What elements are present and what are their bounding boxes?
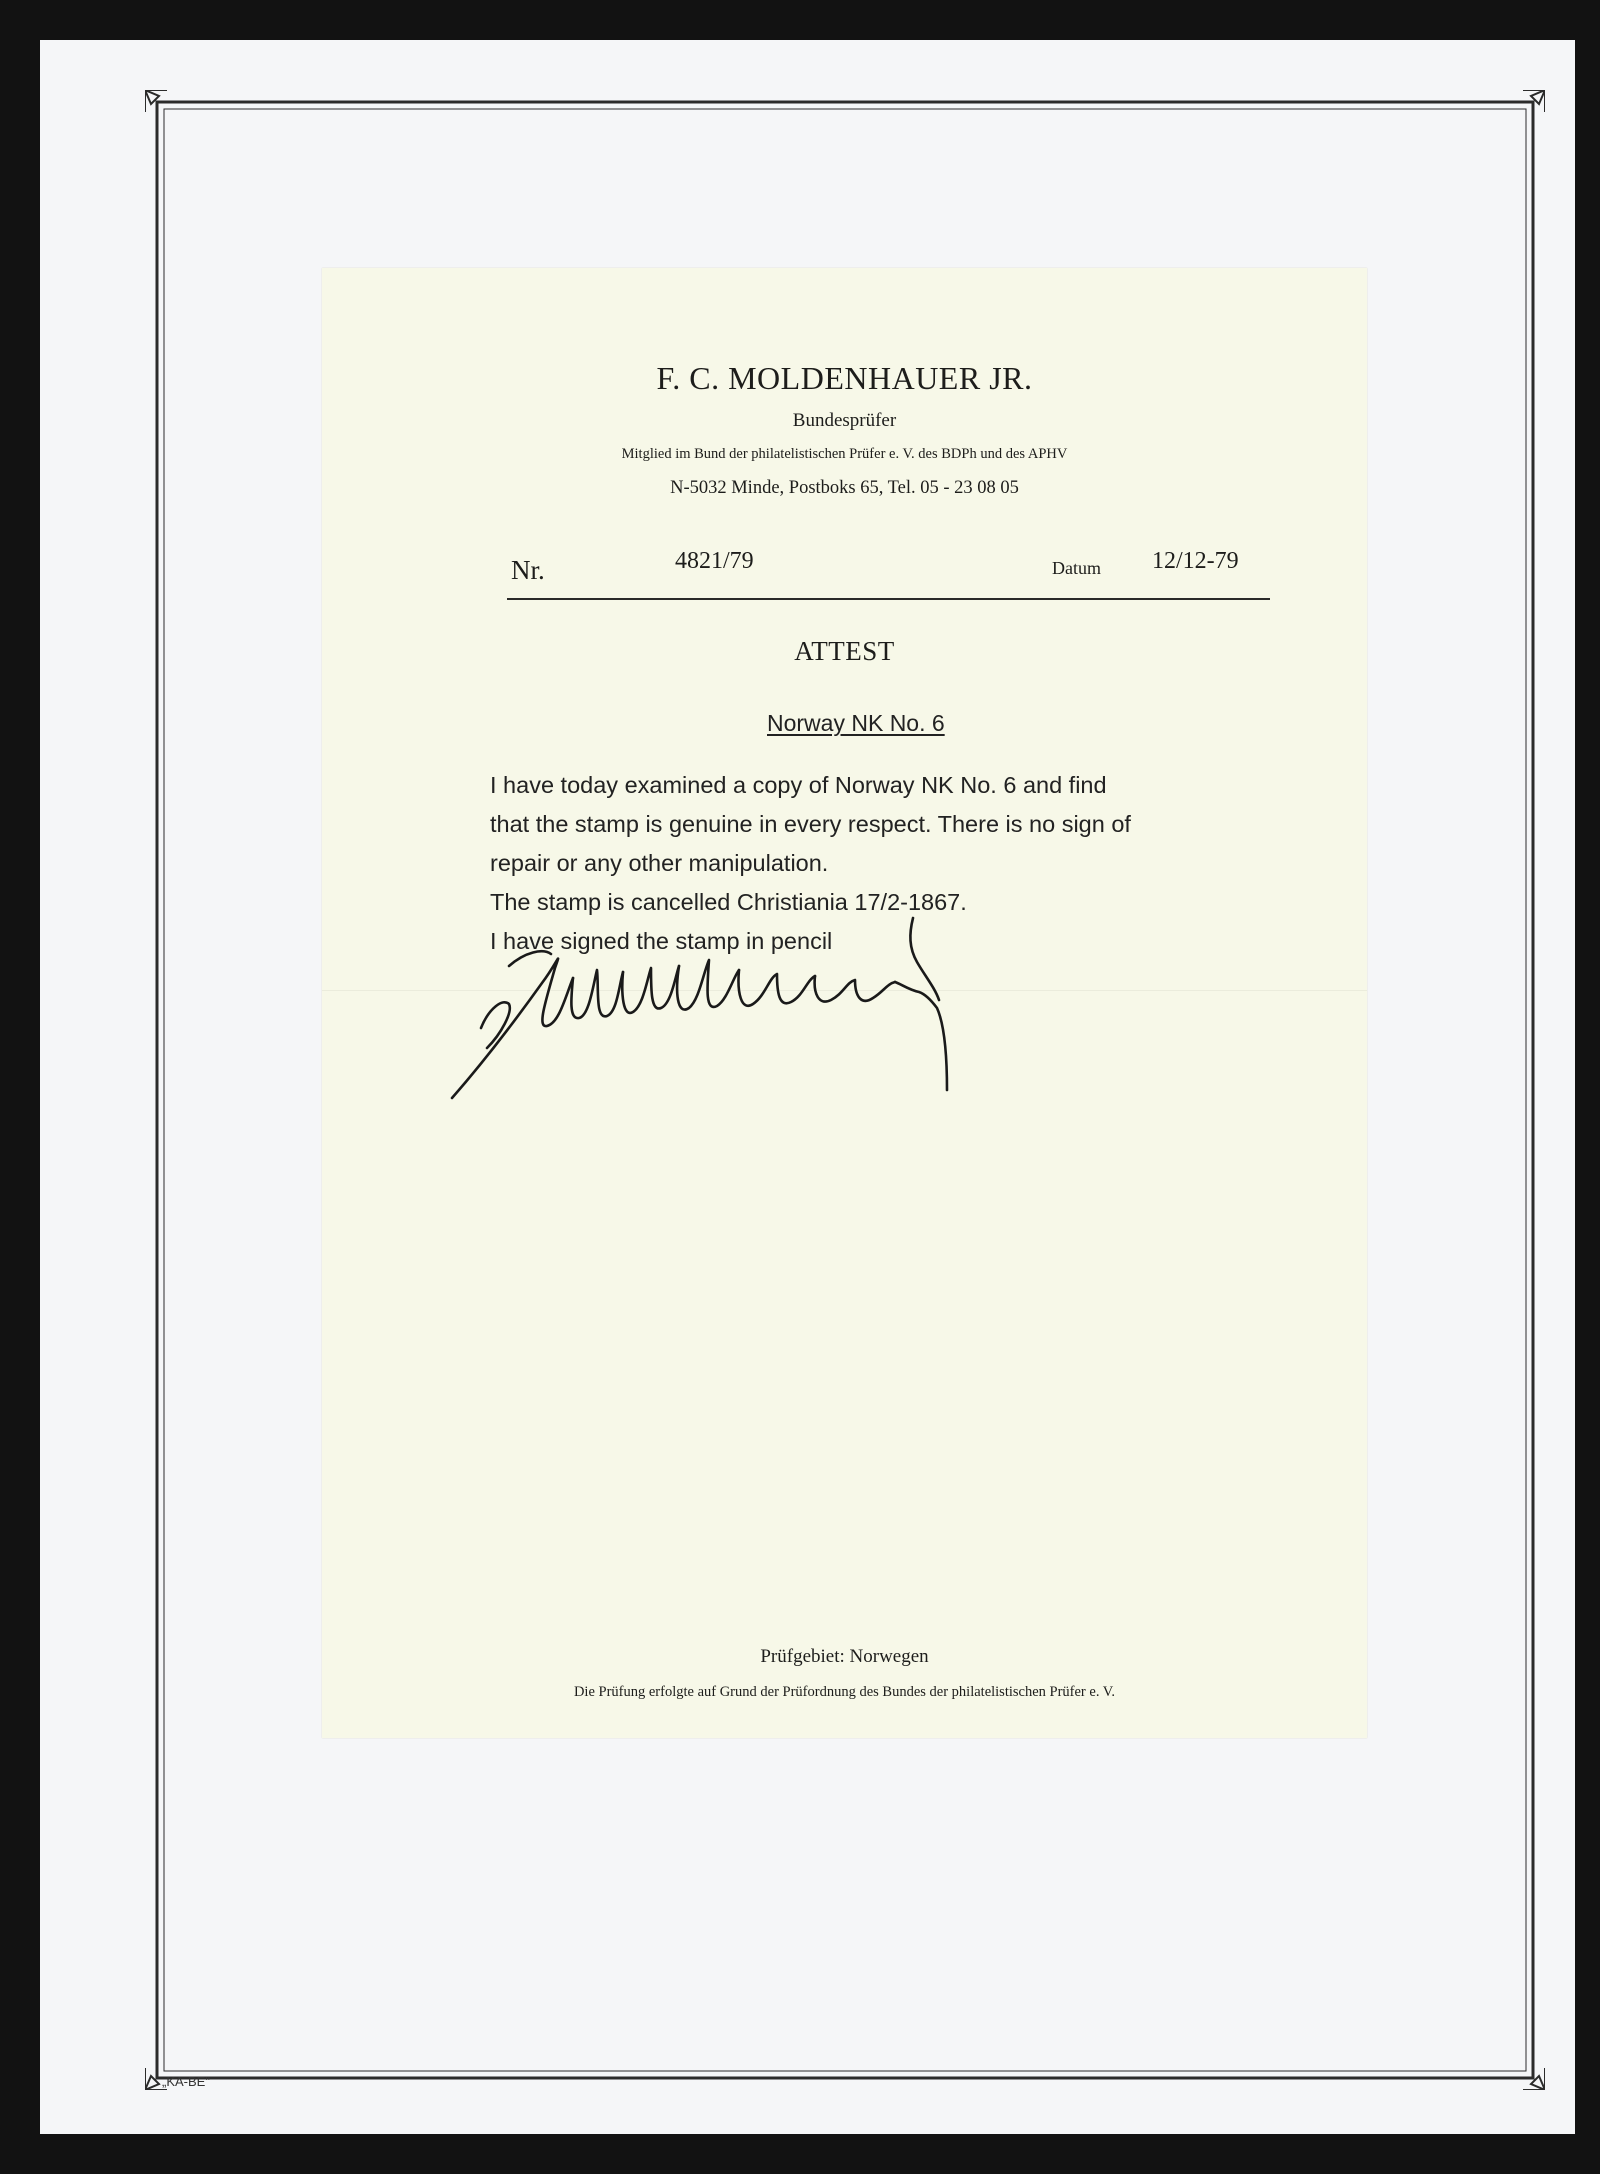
certificate-number: 4821/79 xyxy=(675,548,754,574)
number-label: Nr. xyxy=(511,555,545,585)
stamp-reference: Norway NK No. 6 xyxy=(767,710,945,736)
body-line: The stamp is cancelled Christiania 17/2-1867. xyxy=(490,889,967,915)
header-divider xyxy=(507,598,1270,600)
firm-name: F. C. MOLDENHAUER JR. xyxy=(656,360,1033,396)
attest-heading: ATTEST xyxy=(794,636,895,666)
body-line: I have today examined a copy of Norway NK No. 6 and find xyxy=(490,772,1107,798)
footer-testing-area: Prüfgebiet: Norwegen xyxy=(760,1646,929,1667)
firm-membership: Mitglied im Bund der philatelistischen Prüfer e. V. des BDPh und des APHV xyxy=(621,446,1068,462)
attest-certificate xyxy=(322,268,1367,1738)
album-page xyxy=(40,40,1575,2134)
handwritten-signature xyxy=(447,908,1007,1108)
footer-regulation-note: Die Prüfung erfolgte auf Grund der Prüfordnung des Bundes der philatelistischen Prüfer e. V. xyxy=(573,1684,1116,1700)
body-line: I have signed the stamp in pencil xyxy=(490,928,833,954)
body-line: repair or any other manipulation. xyxy=(490,850,829,876)
body-line: that the stamp is genuine in every respect. There is no sign of xyxy=(490,811,1131,837)
firm-title: Bundesprüfer xyxy=(792,410,897,431)
publisher-mark: „KA-BE" xyxy=(162,2074,210,2089)
date-label: Datum xyxy=(1052,558,1101,578)
certificate-date: 12/12-79 xyxy=(1152,548,1239,574)
firm-address: N-5032 Minde, Postboks 65, Tel. 05 - 23 08 05 xyxy=(670,478,1019,498)
